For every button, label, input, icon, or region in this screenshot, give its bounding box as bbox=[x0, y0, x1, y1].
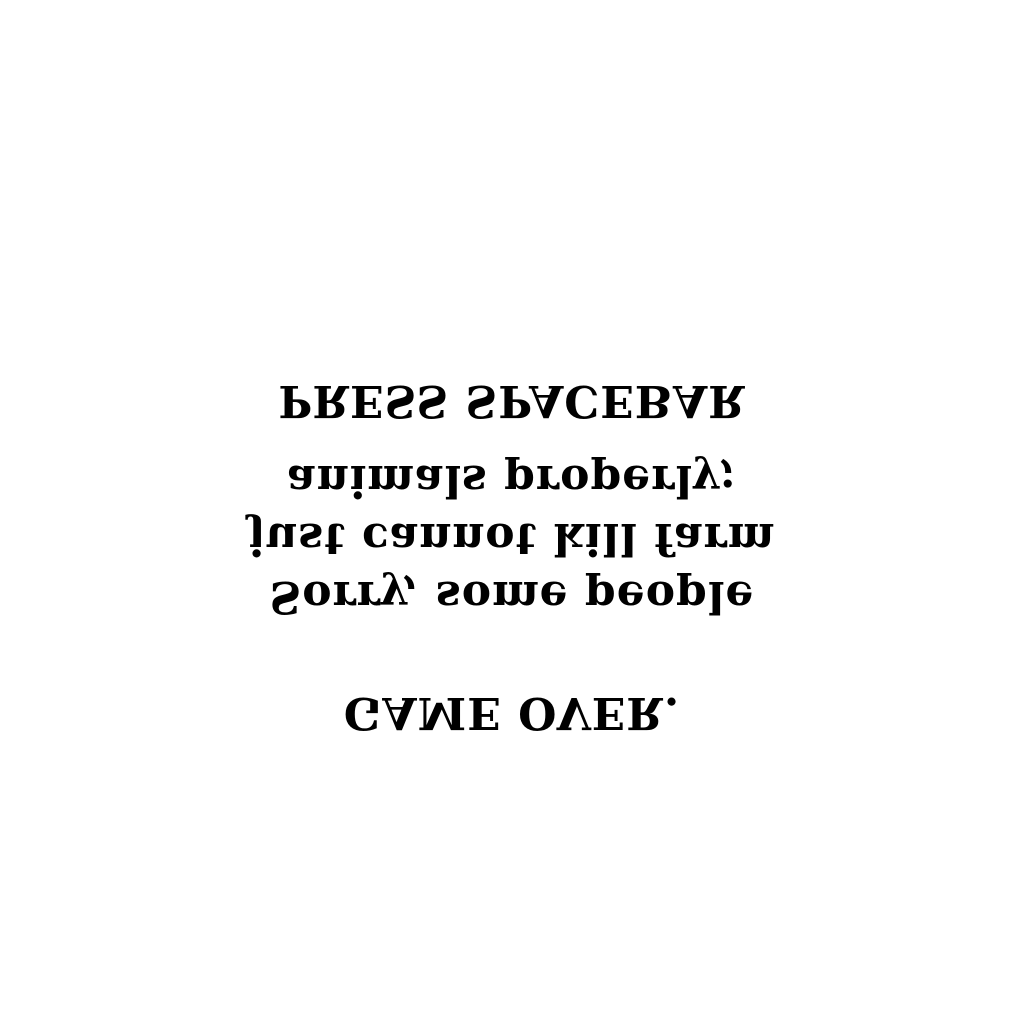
game-over-message-line-2: just cannot kill farm bbox=[248, 513, 776, 564]
game-over-title: GAME OVER. bbox=[343, 687, 681, 738]
press-spacebar-prompt: PRESS SPACEBAR bbox=[278, 375, 746, 426]
game-over-message-line-1: Sorry, some people bbox=[269, 571, 755, 622]
game-over-message-line-3: animals properly; bbox=[287, 455, 737, 506]
